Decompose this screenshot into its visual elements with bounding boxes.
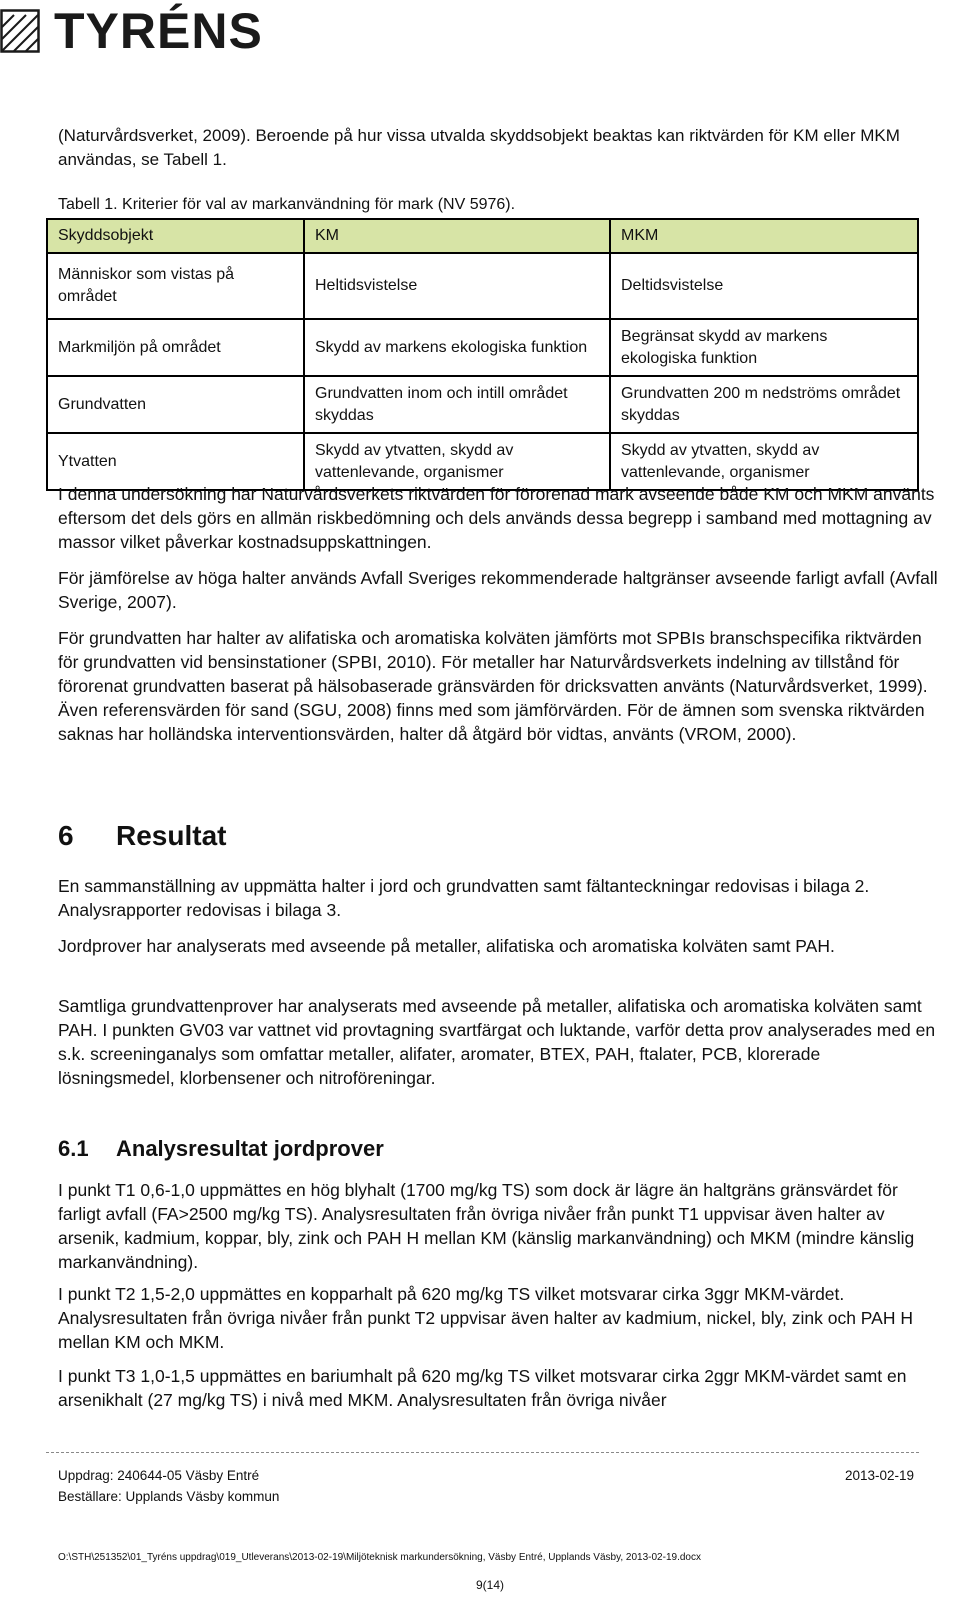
table-cell: Begränsat skydd av markens ekologiska funktion [610, 319, 918, 376]
body-paragraph: I punkt T2 1,5-2,0 uppmättes en kopparhalt på 620 mg/kg TS vilket motsvarar cirka 3ggr MKM-värdet. Analysresultaten från övriga nivåer från punkt T2 uppvisar även halter av kadmium, nickel, bly, zink och PAH H mellan KM och MKM. [58, 1284, 913, 1352]
body-paragraph: För grundvatten har halter av alifatiska och aromatiska kolväten jämförts mot SPBIs branschspecifika riktvärden för grundvatten vid bensinstationer (SPBI, 2010). För metaller har Naturvårdsverkets indelning av tillstånd för förorenat grundvatten baserat på hälsobaserade gränsvärden för dricksvatten använts (Naturvårdsverket, 1999). Även referensvärden för sand (SGU, 2008) finns med som jämförvärden. För de ämnen som svenska riktvärden saknas har holländska interventionsvärden, halter då åtgärd bör vidtas, använts (VROM, 2000). [58, 628, 928, 744]
section-title: Resultat [116, 820, 227, 851]
section-heading-6-1 [58, 1136, 384, 1162]
table-cell: Skydd av ytvatten, skydd av vattenlevande, organismer [610, 433, 918, 490]
brand-logo [0, 0, 263, 62]
tyrens-logo-icon [0, 9, 40, 53]
table-cell: Markmiljön på området [47, 319, 304, 376]
body-paragraph: I punkt T1 0,6-1,0 uppmättes en hög blyhalt (1700 mg/kg TS) som dock är lägre än haltgräns gränsvärdet för farligt avfall (FA>2500 mg/kg TS). Analysresultaten från övriga nivåer från punkt T1 uppvisar även halter av arsenik, kadmium, koppar, bly, zink och PAH H mellan KM (känslig markanvändning) och MKM (mindre känslig markanvändning). [58, 1180, 915, 1272]
criteria-table [46, 218, 919, 491]
footer-divider [46, 1452, 919, 1453]
section-title: Analysresultat jordprover [116, 1136, 384, 1161]
table-caption: Tabell 1. Kriterier för val av markanvändning för mark (NV 5976). [58, 196, 516, 213]
table-row [47, 319, 918, 376]
brand-name: TYRÉNS [54, 3, 263, 59]
footer-assignment: Uppdrag: 240644-05 Väsby Entré [58, 1468, 260, 1483]
body-paragraph: Jordprover har analyserats med avseende på metaller, alifatiska och aromatiska kolväten samt PAH. [58, 936, 835, 956]
table-cell: Ytvatten [47, 433, 304, 490]
section-number: 6.1 [58, 1136, 89, 1161]
table-header-row [47, 219, 918, 253]
table-cell: Heltidsvistelse [304, 253, 610, 319]
intro-paragraph: (Naturvårdsverket, 2009). Beroende på hur vissa utvalda skyddsobjekt beaktas kan riktvärden för KM eller MKM användas, se Tabell 1. [58, 126, 900, 169]
body-paragraph: I denna undersökning har Naturvårdsverkets riktvärden för förorenad mark avseende både KM och MKM använts eftersom det dels görs en allmän riskbedömning och dels används dessa begrepp i samband med mottagning av massor vilket påverkar kostnadsuppskattningen. [58, 484, 935, 552]
table-row [47, 376, 918, 433]
page-number: 9(14) [476, 1578, 505, 1592]
header-cell-mkm: MKM [610, 219, 918, 253]
footer-client: Beställare: Upplands Väsby kommun [58, 1489, 280, 1504]
header-cell-skyddsobjekt: Skyddsobjekt [47, 219, 304, 253]
table-row [47, 253, 918, 319]
table-cell: Skydd av markens ekologiska funktion [304, 319, 610, 376]
header-cell-km: KM [304, 219, 610, 253]
body-paragraph: Samtliga grundvattenprover har analyserats med avseende på metaller, alifatiska och aromatiska kolväten samt PAH. I punkten GV03 var vattnet vid provtagning svartfärgat och luktande, varför detta prov analyserades med en s.k. screeninganalys som omfattar metaller, alifater, aromater, BTEX, PAH, ftalater, PCB, klorerade lösningsmedel, klorbensener och nitroföreningar. [58, 996, 936, 1088]
table-cell: Grundvatten [47, 376, 304, 433]
table-cell: Grundvatten inom och intill området skyddas [304, 376, 610, 433]
table-cell: Människor som vistas på området [47, 253, 304, 319]
body-paragraph: En sammanställning av uppmätta halter i jord och grundvatten samt fältanteckningar redovisas i bilaga 2. Analysrapporter redovisas i bilaga 3. [58, 876, 870, 920]
table-cell: Grundvatten 200 m nedströms området skyddas [610, 376, 918, 433]
section-number: 6 [58, 820, 74, 851]
body-paragraph: För jämförelse av höga halter används Avfall Sveriges rekommenderade haltgränser avseende farligt avfall (Avfall Sverige, 2007). [58, 568, 938, 612]
body-paragraph: I punkt T3 1,0-1,5 uppmättes en bariumhalt på 620 mg/kg TS vilket motsvarar cirka 2ggr MKM-värdet samt en arsenikhalt (27 mg/kg TS) i nivå med MKM. Analysresultaten från övriga nivåer [58, 1366, 907, 1410]
table-cell: Deltidsvistelse [610, 253, 918, 319]
footer-date: 2013-02-19 [844, 1468, 914, 1483]
section-heading-6 [58, 820, 226, 852]
table-cell: Skydd av ytvatten, skydd av vattenlevande, organismer [304, 433, 610, 490]
footer-file-path: O:\STH\251352\01_Tyréns uppdrag\019_Utleverans\2013-02-19\Miljöteknisk markundersökning, Väsby Entré, Upplands Väsby, 2013-02-19.docx [58, 1552, 701, 1563]
